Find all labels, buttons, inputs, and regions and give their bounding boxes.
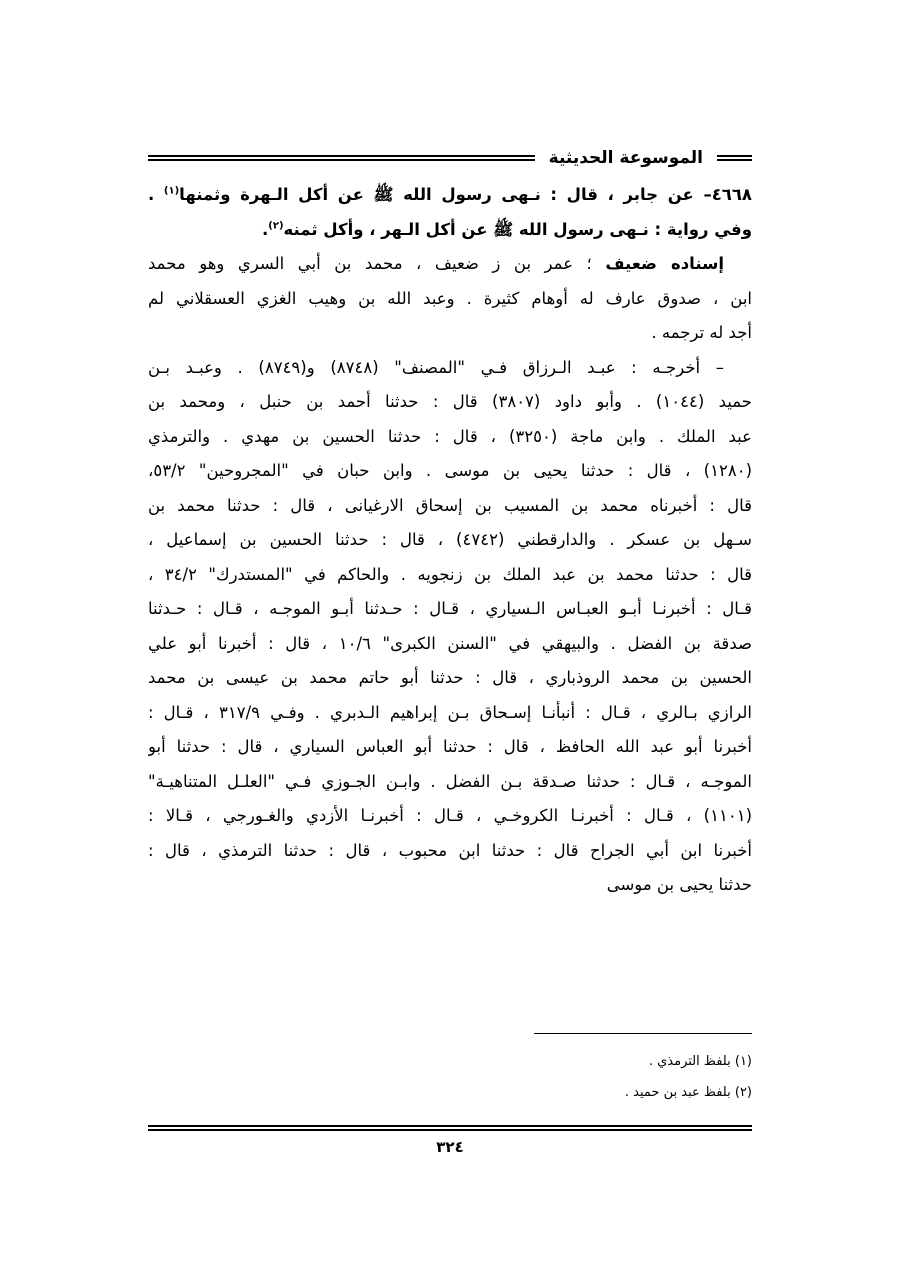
book-page bbox=[148, 140, 752, 1170]
footnotes bbox=[148, 1046, 752, 1108]
footnote-ref-1[interactable]: (١) bbox=[163, 185, 180, 197]
footnote-ref-2[interactable]: (٢) bbox=[268, 220, 284, 231]
takhrij-line-8: قـال : أخبرنـا أبـو العبـاس الـسياري ، قـال : حـدثنا أبـو الموجـه ، قـال : حـدثنا bbox=[148, 599, 752, 618]
footnote-1: (١) بلفظ الترمذي . bbox=[648, 1054, 752, 1069]
page-number: ٣٢٤ bbox=[436, 1138, 464, 1156]
main-text bbox=[148, 178, 752, 903]
takhrij-line-1: – أخرجـه : عبـد الـرزاق فـي "المصنف" (٨٧٤٨) و(٨٧٤٩) . وعبـد بـن bbox=[148, 357, 724, 377]
takhrij-line-12: أخبرنا أبو عبد الله الحافظ ، قال : حدثنا أبو العباس السياري ، قال : حدثنا أبو bbox=[148, 737, 752, 756]
isnad-line-3: أجد له ترجمه . bbox=[651, 323, 752, 342]
isnad-line-2: ابن ، صدوق عارف له أوهام كثيرة . وعبد الله بن وهيب الغزي العسقلاني لم bbox=[148, 288, 752, 308]
takhrij-line-16: حدثنا يحيى بن موسى bbox=[606, 875, 752, 894]
footnote-2: (٢) بلفظ عبد بن حميد . bbox=[624, 1085, 752, 1100]
hadith-line-2: وفي رواية : نـهى رسول الله ﷺ عن أكل الـهر ، وأكل ثمنه$^{(٢)}$. bbox=[261, 219, 752, 239]
footnote-separator bbox=[534, 1033, 752, 1034]
takhrij-line-2: حميد (١٠٤٤) . وأبو داود (٣٨٠٧) قال : حدثنا أحمد بن حنبل ، ومحمد بن bbox=[148, 392, 752, 411]
takhrij-line-11: الرازي بـالري ، قـال : أنبأنـا إسـحاق بـن إبراهيم الـدبري . وفـي ٣١٧/٩ ، قـال : bbox=[148, 702, 752, 722]
hadith-line-1: ٤٦٦٨– عن جابر ، قال : نـهى رسول الله ﷺ عن أكل الـهرة وثمنها$^{(١)}$ . bbox=[148, 185, 752, 204]
takhrij-line-13: الموجـه ، قـال : حدثنا صـدقة بـن الفضل . وابـن الجـوزي فـي "العلـل المتناهيـة" bbox=[148, 771, 752, 791]
isnad-label: إسناده ضعيف bbox=[605, 254, 724, 273]
takhrij-line-6: سـهل بن عسكر . والدارقطني (٤٧٤٢) ، قال : حدثنا الحسين بن إسماعيل ، bbox=[148, 530, 752, 549]
takhrij-line-3: عبد الملك . وابن ماجة (٣٢٥٠) ، قال : حدثنا الحسين بن مهدي . والترمذي bbox=[148, 426, 752, 446]
takhrij-line-15: أخبرنا ابن أبي الجراح قال : حدثنا ابن محبوب ، قال : حدثنا الترمذي ، قال : bbox=[148, 840, 752, 860]
header-rule-long bbox=[148, 155, 535, 161]
takhrij-line-10: الحسين بن محمد الروذباري ، قال : حدثنا أبو حاتم محمد بن عيسى بن محمد bbox=[148, 668, 752, 687]
footer-rule bbox=[148, 1125, 752, 1131]
takhrij-line-14: (١١٠١) ، قـال : أخبرنـا الكروخـي ، قـال : أخبرنـا الأزدي والغـورجي ، قـالا : bbox=[148, 806, 752, 825]
takhrij-line-7: قال : حدثنا محمد بن عبد الملك بن زنجويه . والحاكم في "المستدرك" ٣٤/٢ ، bbox=[148, 564, 752, 584]
takhrij-line-9: صدقة بن الفضل . والبيهقي في "السنن الكبرى" ١٠/٦ ، قال : أخبرنا أبو علي bbox=[148, 633, 752, 653]
takhrij-line-5: قال : أخبرناه محمد بن المسيب بن إسحاق الارغيانى ، قال : حدثنا محمد بن bbox=[148, 495, 752, 515]
book-title: الموسوعة الحديثية bbox=[548, 148, 703, 168]
takhrij-line-4: (١٢٨٠) ، قال : حدثنا يحيى بن موسى . وابن حبان في "المجروحين" ٥٣/٢، bbox=[148, 461, 752, 480]
header-rule-short bbox=[717, 155, 752, 161]
running-header bbox=[148, 140, 752, 176]
isnad-line-1: إسناده ضعيف ؛ عمر بن ز ضعيف ، محمد بن أبي السري وهو محمد bbox=[148, 254, 724, 273]
